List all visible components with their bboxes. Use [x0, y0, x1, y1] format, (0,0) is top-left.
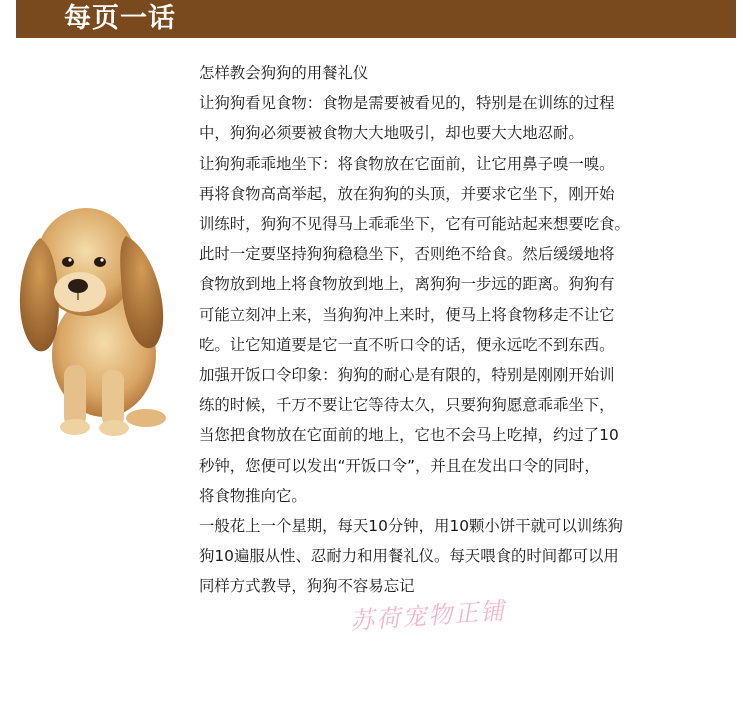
article-line: 食物放到地上将食物放到地上，离狗狗一步远的距离。狗狗有 [199, 275, 615, 294]
article-line: 练的时候，千万不要让它等待太久，只要狗狗愿意乖乖坐下， [199, 396, 615, 415]
article-line: 让狗狗看见食物：食物是需要被看见的，特别是在训练的过程 [199, 94, 615, 113]
article-body [199, 58, 729, 602]
article-line: 训练时，狗狗不见得马上乖乖坐下，它有可能站起来想要吃食。 [199, 215, 630, 234]
article-line: 此时一定要坚持狗狗稳稳坐下，否则绝不给食。然后缓缓地将 [199, 245, 615, 264]
article-line: 同样方式教导，狗狗不容易忘记 [199, 577, 415, 596]
article-line: 中，狗狗必须要被食物大大地吸引，却也要大大地忍耐。 [199, 124, 584, 143]
article-line: 可能立刻冲上来，当狗狗冲上来时，便马上将食物移走不让它 [199, 305, 615, 324]
article-line: 当您把食物放在它面前的地上，它也不会马上吃掉，约过了10 [199, 426, 619, 445]
article-line: 再将食物高高举起，放在狗狗的头顶，并要求它坐下，刚开始 [199, 184, 615, 203]
header-title: 每页一话 [64, 3, 176, 34]
article-line: 秒钟，您便可以发出“开饭口令”，并且在发出口令的同时， [199, 456, 600, 475]
article-title: 怎样教会狗狗的用餐礼仪 [199, 64, 369, 82]
article-line: 狗10遍服从性、忍耐力和用餐礼仪。每天喂食的时间都可以用 [199, 547, 619, 566]
shop-watermark: 苏荷宠物正铺 [349, 596, 507, 636]
article-line: 让狗狗乖乖地坐下：将食物放在它面前，让它用鼻子嗅一嗅。 [199, 154, 615, 173]
article-line: 加强开饭口令印象：狗狗的耐心是有限的，特别是刚刚开始训 [199, 366, 615, 385]
article-line: 吃。让它知道要是它一直不听口令的话，便永远吃不到东西。 [199, 335, 615, 354]
puppy-dachshund-image [6, 180, 186, 440]
header-bar [16, 0, 736, 38]
article-line: 一般花上一个星期，每天10分钟，用10颗小饼干就可以训练狗 [199, 517, 623, 536]
article-line: 将食物推向它。 [199, 486, 307, 505]
